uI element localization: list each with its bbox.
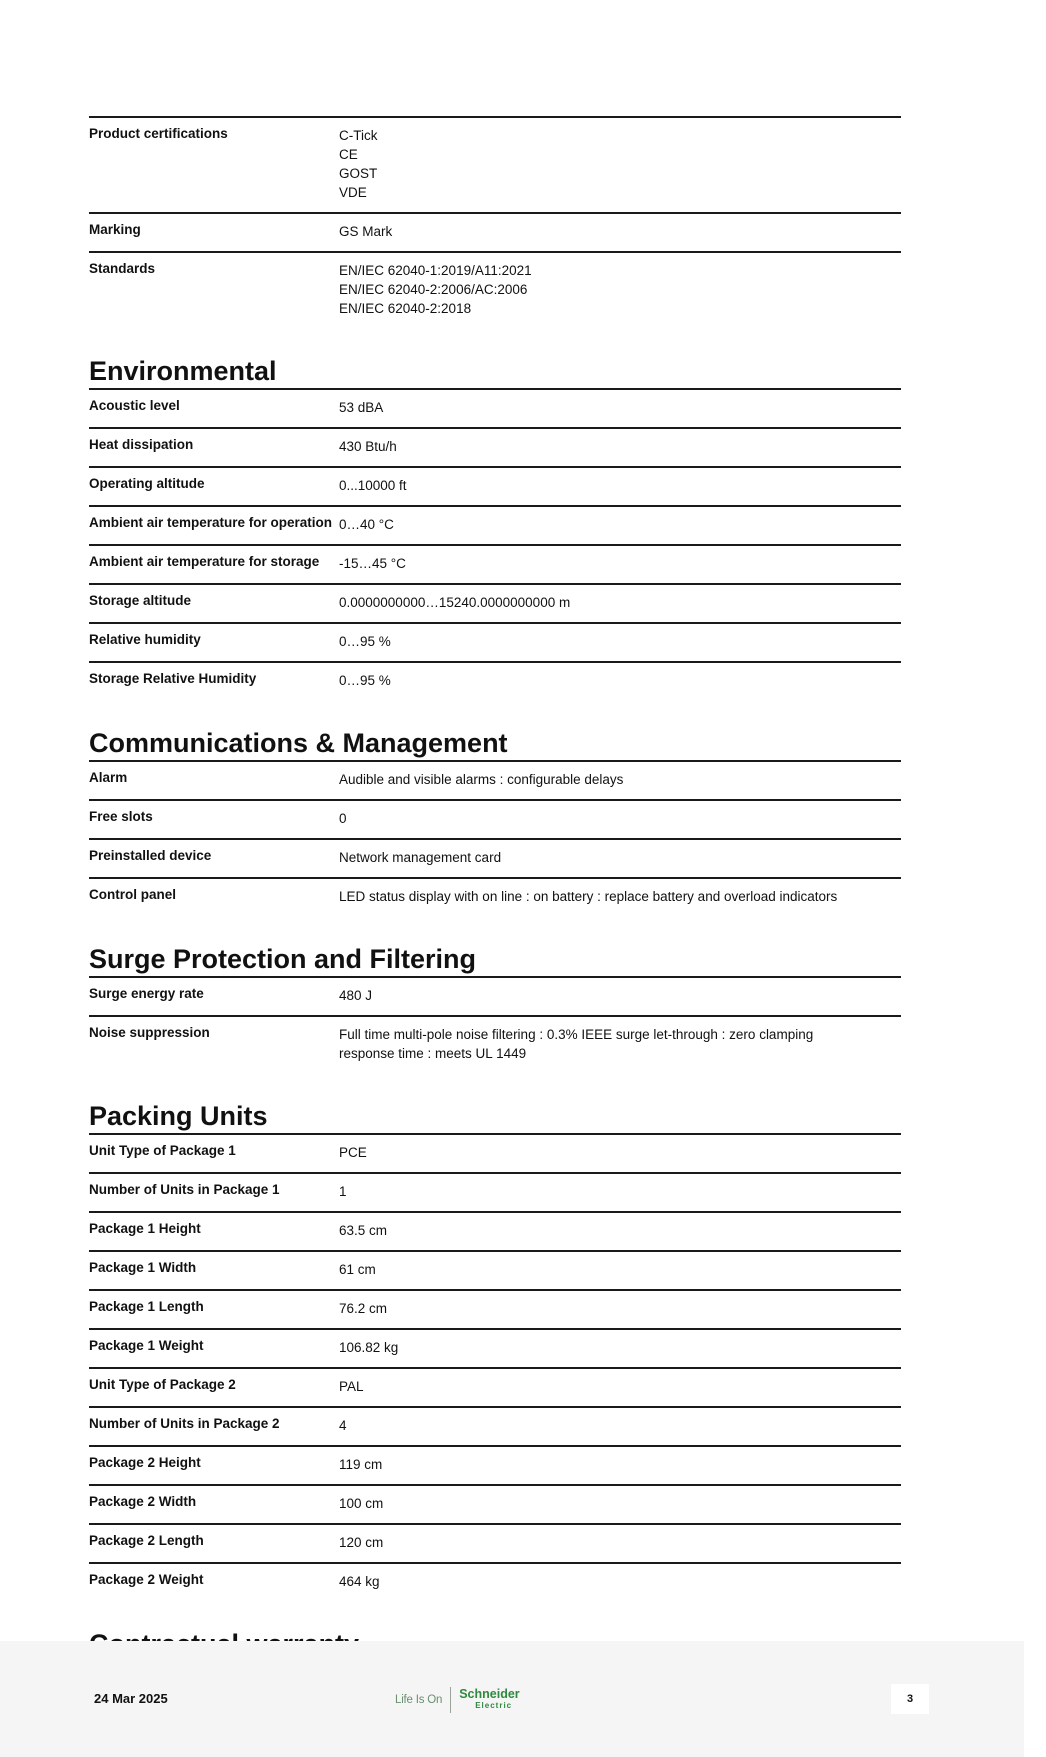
- spec-value: [339, 1016, 901, 1073]
- spec-value: [339, 1407, 901, 1446]
- section-title: Environmental: [89, 356, 277, 386]
- spec-label: Package 1 Width: [89, 1260, 197, 1275]
- spec-value-line: 76.2 cm: [339, 1301, 388, 1316]
- spec-value: [339, 117, 901, 213]
- spec-label: Ambient air temperature for storage: [89, 554, 320, 569]
- spec-value-line: CE: [339, 147, 358, 162]
- brand-wordmark: [459, 1689, 519, 1711]
- spec-value: [339, 1524, 901, 1563]
- spec-row: [89, 1485, 901, 1524]
- spec-value-line: 0: [339, 811, 347, 826]
- spec-value: [339, 623, 901, 662]
- spec-value-line: Audible and visible alarms : configurable delays: [339, 772, 624, 787]
- spec-label: Unit Type of Package 1: [89, 1143, 236, 1158]
- section-title: Packing Units: [89, 1101, 268, 1131]
- spec-value-line: PAL: [339, 1379, 364, 1394]
- spec-value: [339, 761, 901, 800]
- life-is-on-tagline: Life Is On: [395, 1694, 443, 1706]
- spec-row: [89, 1290, 901, 1329]
- spec-value: [339, 662, 901, 700]
- spec-value-line: 53 dBA: [339, 400, 384, 415]
- spec-value-line: 61 cm: [339, 1262, 376, 1277]
- spec-value-line: 1: [339, 1184, 347, 1199]
- spec-label: Package 2 Height: [89, 1455, 201, 1470]
- spec-value: [339, 428, 901, 467]
- spec-row: [89, 800, 901, 839]
- spec-label: Ambient air temperature for operation: [89, 515, 333, 530]
- spec-value: [339, 467, 901, 506]
- spec-table: [89, 760, 901, 916]
- spec-label: Operating altitude: [89, 476, 205, 491]
- spec-row: [89, 662, 901, 700]
- spec-value-line: C-Tick: [339, 128, 378, 143]
- spec-row: [89, 839, 901, 878]
- section-spacer: [89, 1073, 901, 1099]
- spec-value-line: 100 cm: [339, 1496, 384, 1511]
- spec-row: [89, 1134, 901, 1173]
- spec-value-line: 0...10000 ft: [339, 478, 407, 493]
- spec-row: [89, 1368, 901, 1407]
- section-spacer: [89, 916, 901, 942]
- spec-value-line: 63.5 cm: [339, 1223, 388, 1238]
- spec-row: [89, 1329, 901, 1368]
- spec-value: [339, 1329, 901, 1368]
- spec-row: [89, 428, 901, 467]
- spec-row: [89, 506, 901, 545]
- spec-label: Marking: [89, 222, 141, 237]
- spec-row: [89, 1524, 901, 1563]
- spec-row: [89, 1446, 901, 1485]
- spec-value-line: LED status display with on line : on battery : replace battery and overload indicators: [339, 889, 838, 904]
- spec-row: [89, 252, 901, 328]
- spec-value: [339, 1368, 901, 1407]
- spec-row: [89, 1016, 901, 1073]
- spec-table: [89, 116, 901, 328]
- spec-label: Storage Relative Humidity: [89, 671, 257, 686]
- spec-value: [339, 977, 901, 1016]
- spec-value-line: 106.82 kg: [339, 1340, 399, 1355]
- page-number: 3: [891, 1684, 929, 1714]
- spec-value-line: GOST: [339, 166, 378, 181]
- spec-label: Free slots: [89, 809, 153, 824]
- spec-row: [89, 977, 901, 1016]
- spec-label: Package 2 Width: [89, 1494, 197, 1509]
- spec-value: [339, 545, 901, 584]
- spec-table: [89, 1133, 901, 1601]
- spec-value-line: 430 Btu/h: [339, 439, 397, 454]
- spec-label: Relative humidity: [89, 632, 201, 647]
- spec-label: Control panel: [89, 887, 176, 902]
- spec-value-line: EN/IEC 62040-2:2006/AC:2006: [339, 282, 528, 297]
- section-spacer: [89, 700, 901, 726]
- spec-label: Acoustic level: [89, 398, 180, 413]
- spec-value-line: Full time multi-pole noise filtering : 0.3% IEEE surge let-through : zero clamping: [339, 1027, 814, 1042]
- spec-label: Preinstalled device: [89, 848, 212, 863]
- spec-label: Package 1 Height: [89, 1221, 201, 1236]
- spec-value-line: 120 cm: [339, 1535, 384, 1550]
- spec-row: [89, 1173, 901, 1212]
- section-spacer: [89, 1601, 901, 1627]
- spec-row: [89, 1563, 901, 1601]
- spec-value: [339, 1485, 901, 1524]
- section-title: Surge Protection and Filtering: [89, 944, 477, 974]
- spec-label: Number of Units in Package 1: [89, 1182, 280, 1197]
- spec-value: [339, 213, 901, 252]
- spec-table: [89, 388, 901, 700]
- spec-value-line: EN/IEC 62040-2:2018: [339, 301, 472, 316]
- spec-row: [89, 467, 901, 506]
- spec-value-line: PCE: [339, 1145, 367, 1160]
- spec-value: [339, 252, 901, 328]
- spec-value-line: 464 kg: [339, 1574, 380, 1589]
- spec-row: [89, 545, 901, 584]
- spec-label: Storage altitude: [89, 593, 192, 608]
- spec-value-line: GS Mark: [339, 224, 393, 239]
- spec-value: [339, 1563, 901, 1601]
- spec-label: Number of Units in Package 2: [89, 1416, 280, 1431]
- spec-label: Package 1 Length: [89, 1299, 204, 1314]
- spec-label: Package 2 Weight: [89, 1572, 204, 1587]
- brand-name-top: Schneider: [459, 1687, 520, 1701]
- spec-label: Alarm: [89, 770, 128, 785]
- spec-value: [339, 389, 901, 428]
- spec-label: Heat dissipation: [89, 437, 194, 452]
- spec-value-line: VDE: [339, 185, 367, 200]
- spec-value-line: 0…95 %: [339, 673, 391, 688]
- spec-label: Surge energy rate: [89, 986, 204, 1001]
- spec-table: [89, 976, 901, 1073]
- spec-value-line: -15…45 °C: [339, 556, 406, 571]
- page-footer: [0, 1641, 1024, 1757]
- brand-name-bottom: Electric: [475, 1701, 513, 1710]
- spec-content: [89, 116, 901, 1661]
- spec-value: [339, 1134, 901, 1173]
- spec-value-line: 0.0000000000…15240.0000000000 m: [339, 595, 571, 610]
- spec-value-line: 480 J: [339, 988, 373, 1003]
- spec-row: [89, 623, 901, 662]
- footer-date: 24 Mar 2025: [94, 1691, 168, 1706]
- spec-label: Package 2 Length: [89, 1533, 204, 1548]
- spec-value-line: response time : meets UL 1449: [339, 1046, 527, 1061]
- spec-value: [339, 1212, 901, 1251]
- spec-row: [89, 213, 901, 252]
- spec-value: [339, 1290, 901, 1329]
- spec-row: [89, 117, 901, 213]
- spec-label: Unit Type of Package 2: [89, 1377, 236, 1392]
- spec-value: [339, 1251, 901, 1290]
- spec-value: [339, 800, 901, 839]
- spec-row: [89, 1212, 901, 1251]
- spec-label: Package 1 Weight: [89, 1338, 204, 1353]
- spec-value: [339, 839, 901, 878]
- spec-row: [89, 389, 901, 428]
- spec-value: [339, 1446, 901, 1485]
- spec-value-line: 0…40 °C: [339, 517, 394, 532]
- spec-value: [339, 584, 901, 623]
- logo-divider: [450, 1687, 451, 1713]
- spec-value: [339, 506, 901, 545]
- spec-value-line: 119 cm: [339, 1457, 383, 1472]
- section-title: Communications & Management: [89, 728, 508, 758]
- spec-row: [89, 761, 901, 800]
- spec-value-line: 4: [339, 1418, 347, 1433]
- spec-value-line: EN/IEC 62040-1:2019/A11:2021: [339, 263, 532, 278]
- spec-value: [339, 878, 901, 916]
- spec-value-line: 0…95 %: [339, 634, 391, 649]
- spec-value-line: Network management card: [339, 850, 502, 865]
- spec-label: Product certifications: [89, 126, 228, 141]
- spec-row: [89, 1407, 901, 1446]
- spec-label: Noise suppression: [89, 1025, 210, 1040]
- spec-label: Standards: [89, 261, 156, 276]
- schneider-logo: [395, 1685, 520, 1715]
- spec-row: [89, 878, 901, 916]
- spec-row: [89, 584, 901, 623]
- spec-row: [89, 1251, 901, 1290]
- section-spacer: [89, 328, 901, 354]
- spec-value: [339, 1173, 901, 1212]
